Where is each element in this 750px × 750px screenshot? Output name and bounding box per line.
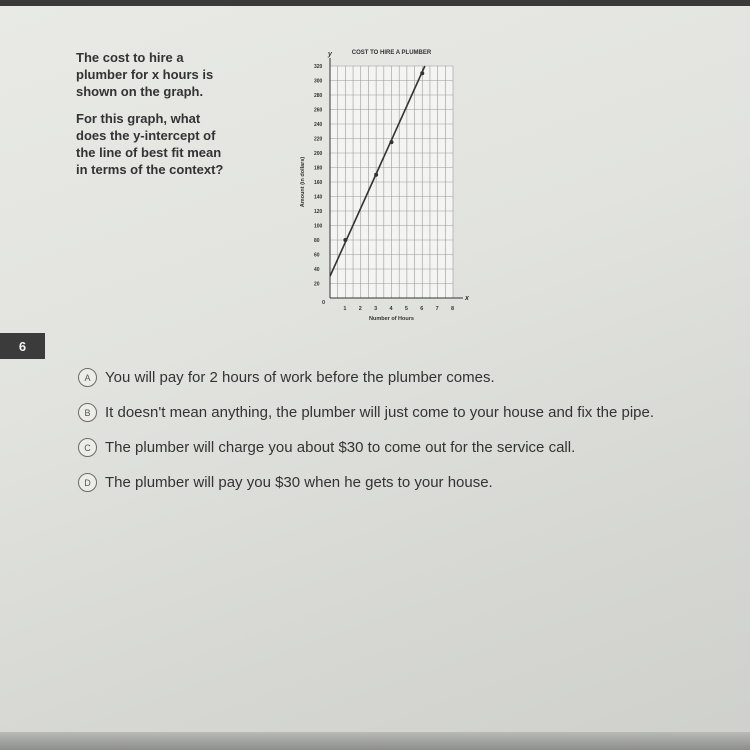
y-tick-label: 20 xyxy=(314,281,320,288)
y-axis-symbol: y xyxy=(328,51,332,58)
choice-c-letter-icon[interactable]: C xyxy=(78,438,97,457)
question-paragraph-1: The cost to hire a plumber for x hours is shown on the graph. xyxy=(76,50,214,99)
y-tick-label: 100 xyxy=(314,223,323,230)
choice-a-text[interactable]: You will pay for 2 hours of work before the plumber comes. xyxy=(105,369,495,386)
data-point xyxy=(390,140,394,144)
x-tick-label: 6 xyxy=(420,306,424,312)
question-number-badge: 6 xyxy=(0,333,45,359)
answer-choices xyxy=(78,360,748,500)
y-tick-label: 240 xyxy=(314,122,323,128)
x-axis-symbol: x xyxy=(465,295,469,302)
choice-d-letter-icon[interactable]: D xyxy=(78,473,97,492)
screen-top-edge xyxy=(0,0,750,6)
y-tick-label: 280 xyxy=(314,93,323,99)
choice-c[interactable] xyxy=(78,430,748,465)
choice-c-text[interactable]: The plumber will charge you about $30 to come out for the service call. xyxy=(105,439,576,456)
y-tick-label: 140 xyxy=(314,194,323,201)
cost-chart xyxy=(290,34,480,349)
x-tick-label: 3 xyxy=(374,306,378,312)
question-text xyxy=(76,49,226,188)
chart-title: COST TO HIRE A PLUMBER xyxy=(351,50,432,56)
x-tick-label: 4 xyxy=(389,306,393,312)
choice-a[interactable] xyxy=(78,360,748,395)
x-tick-label: 8 xyxy=(451,306,455,312)
x-tick-label: 1 xyxy=(343,306,347,312)
y-tick-label: 220 xyxy=(314,136,323,143)
y-tick-label: 200 xyxy=(314,151,323,157)
y-tick-label: 260 xyxy=(314,107,323,114)
y-axis-label: Amount (in dollars) xyxy=(300,156,306,208)
x-tick-label: 7 xyxy=(435,306,439,312)
y-tick-label: 40 xyxy=(314,267,320,273)
choice-d[interactable] xyxy=(78,465,748,500)
screen-bottom-edge xyxy=(0,732,750,750)
question-paragraph-2: For this graph, what does the y-intercept of the line of best fit mean in terms of the context? xyxy=(76,111,224,177)
x-tick-label: 2 xyxy=(358,306,362,312)
choice-d-text[interactable]: The plumber will pay you $30 when he gets to your house. xyxy=(105,474,493,491)
choice-b-text[interactable]: It doesn't mean anything, the plumber will just come to your house and fix the pipe. xyxy=(105,404,655,421)
y-tick-label: 320 xyxy=(314,64,323,70)
origin-label: 0 xyxy=(322,300,326,306)
choice-a-letter-icon[interactable]: A xyxy=(78,368,97,387)
y-tick-label: 160 xyxy=(314,180,323,186)
data-point xyxy=(343,238,347,242)
y-tick-label: 180 xyxy=(314,165,323,172)
data-point xyxy=(420,71,424,75)
data-point xyxy=(374,173,378,177)
y-tick-label: 120 xyxy=(314,209,323,215)
x-axis-label: Number of Hours xyxy=(369,316,414,322)
y-tick-label: 60 xyxy=(314,252,320,259)
y-tick-label: 80 xyxy=(314,238,320,244)
choice-b[interactable] xyxy=(78,395,748,430)
x-tick-label: 5 xyxy=(404,306,408,312)
choice-b-letter-icon[interactable]: B xyxy=(78,403,97,422)
y-tick-label: 300 xyxy=(314,78,323,85)
